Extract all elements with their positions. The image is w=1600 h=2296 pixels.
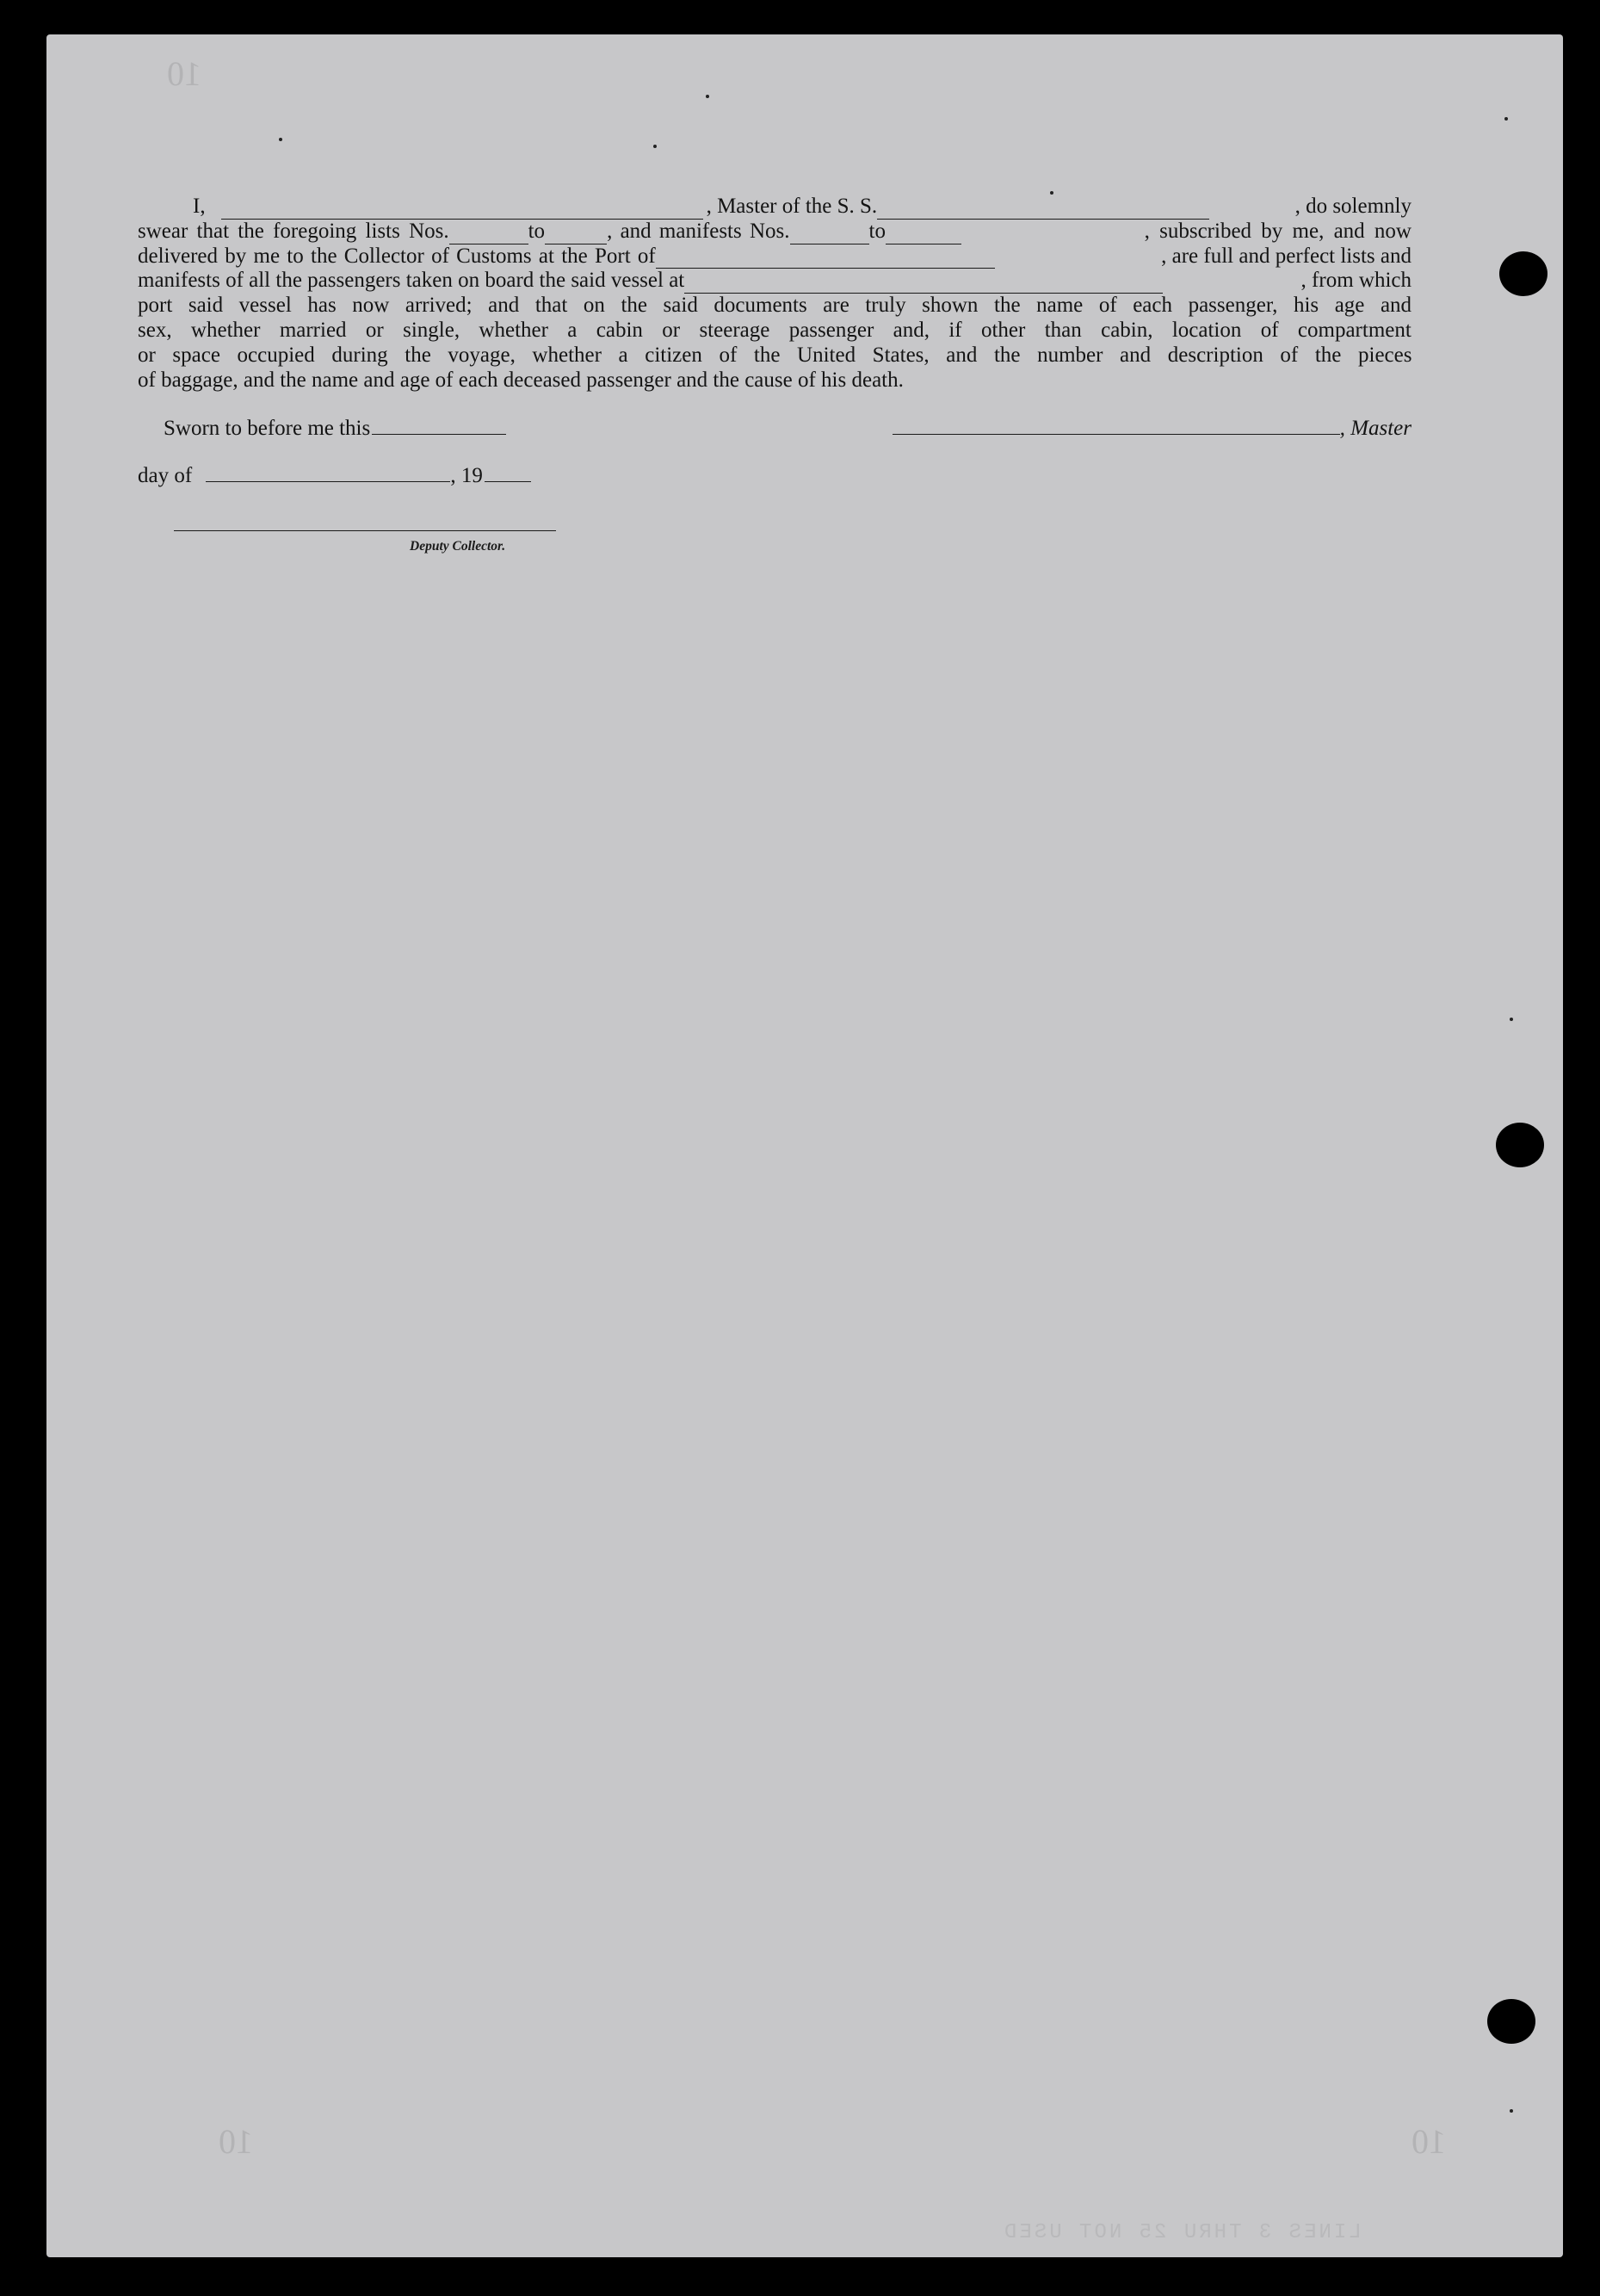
oath-text: I, bbox=[193, 195, 206, 218]
master-label: , Master bbox=[1339, 417, 1412, 440]
oath-text: manifests of all the passengers taken on board the said vessel at bbox=[138, 269, 685, 293]
punch-hole-top bbox=[1499, 251, 1547, 296]
manifests-to-blank[interactable] bbox=[886, 227, 961, 244]
master-signature-blank[interactable] bbox=[893, 418, 1340, 435]
speck bbox=[1504, 117, 1508, 121]
oath-text: port said vessel has now arrived; and that on the said documents are truly shown the name of each passenger, his age and bbox=[138, 294, 1412, 318]
deputy-collector-signature-line[interactable] bbox=[174, 530, 556, 531]
manifests-from-blank[interactable] bbox=[790, 227, 869, 244]
sworn-label: Sworn to before me this bbox=[164, 417, 371, 440]
oath-line-8 bbox=[138, 368, 1412, 393]
oath-line-5 bbox=[138, 294, 1412, 319]
ghost-page-number-bottom-left: 10 bbox=[219, 2122, 253, 2161]
punch-hole-bottom bbox=[1487, 1999, 1535, 2044]
year-blank[interactable] bbox=[485, 465, 531, 482]
speck bbox=[653, 145, 657, 148]
speck bbox=[1510, 1018, 1513, 1021]
oath-text: , do solemnly bbox=[1294, 195, 1412, 218]
deputy-collector-label: Deputy Collector. bbox=[410, 539, 506, 554]
master-signature bbox=[893, 417, 1412, 441]
oath-text: swear that the foregoing lists Nos. bbox=[138, 219, 449, 243]
speck bbox=[279, 138, 282, 141]
oath-text: to bbox=[868, 219, 886, 243]
oath-line-6 bbox=[138, 319, 1412, 343]
speck bbox=[1510, 2109, 1513, 2113]
ship-name-blank[interactable] bbox=[877, 202, 1209, 220]
sworn-left bbox=[164, 417, 506, 441]
year-label: , 19 bbox=[450, 464, 483, 487]
lists-from-blank[interactable] bbox=[449, 227, 528, 244]
punch-hole-middle bbox=[1496, 1123, 1544, 1167]
oath-text: , from which bbox=[1300, 269, 1412, 293]
ghost-page-number-top: 10 bbox=[167, 54, 201, 93]
lists-to-blank[interactable] bbox=[545, 227, 607, 244]
oath-line-1 bbox=[138, 195, 1412, 220]
oath-line-7 bbox=[138, 343, 1412, 368]
date-row bbox=[138, 464, 531, 488]
oath-text: , Master of the S. S. bbox=[706, 195, 878, 218]
port-of-departure-blank[interactable] bbox=[684, 276, 1163, 294]
oath-line-3 bbox=[138, 244, 1412, 269]
speck bbox=[706, 95, 709, 98]
oath-paragraph bbox=[138, 195, 1412, 393]
oath-text: or space occupied during the voyage, whether a citizen of the United States, and the number and description of the pieces bbox=[138, 343, 1412, 367]
oath-text: , are full and perfect lists and bbox=[1161, 244, 1412, 268]
master-name-blank[interactable] bbox=[221, 202, 703, 220]
day-label: day of bbox=[138, 464, 193, 487]
oath-line-4 bbox=[138, 269, 1412, 294]
oath-text: sex, whether married or single, whether a cabin or steerage passenger and, if other than cabin, location of compartment bbox=[138, 318, 1412, 342]
oath-text: of baggage, and the name and age of each deceased passenger and the cause of his death. bbox=[138, 368, 904, 392]
sworn-day-blank[interactable] bbox=[372, 418, 506, 435]
ghost-stamp-text: LINES 3 THRU 25 NOT USED bbox=[1002, 2221, 1362, 2244]
oath-text: , and manifests Nos. bbox=[607, 219, 790, 243]
oath-text: to bbox=[528, 219, 546, 243]
ghost-page-number-bottom-right: 10 bbox=[1412, 2122, 1446, 2161]
oath-text: delivered by me to the Collector of Customs at the Port of bbox=[138, 244, 656, 268]
port-of-arrival-blank[interactable] bbox=[656, 251, 995, 269]
oath-text: , subscribed by me, and now bbox=[1144, 219, 1412, 243]
oath-line-2 bbox=[138, 220, 1412, 244]
month-blank[interactable] bbox=[206, 465, 450, 482]
